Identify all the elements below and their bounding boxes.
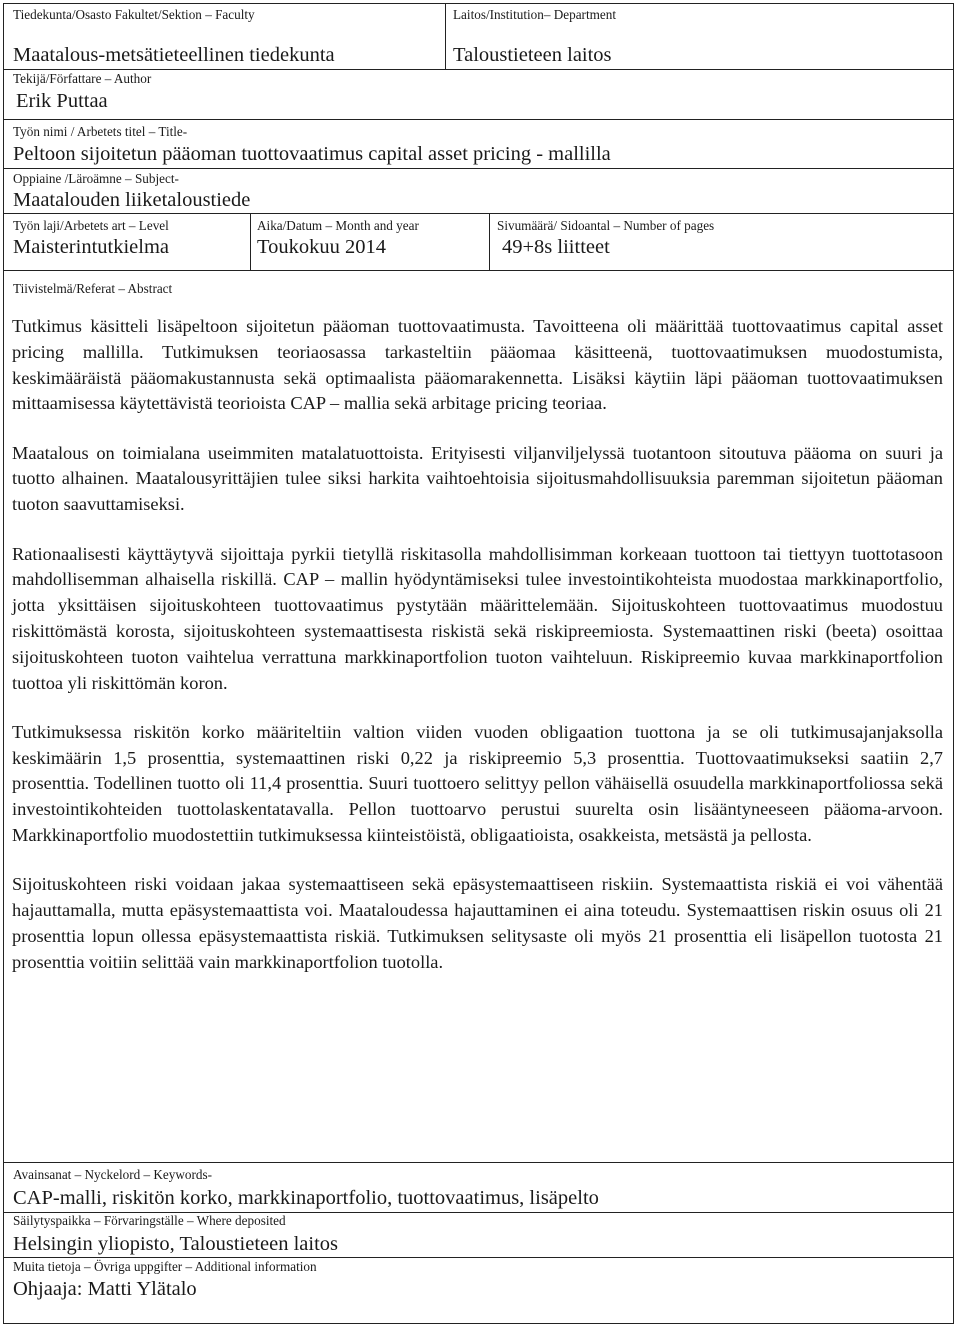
divider-under-subject [3,213,954,214]
author-label: Tekijä/Författare – Author [13,71,152,86]
pages-value: 49+8s liitteet [502,236,610,258]
level-value: Maisterintutkielma [13,236,169,258]
department-value: Taloustieteen laitos [453,44,612,66]
subject-label: Oppiaine /Läroämne – Subject- [13,171,179,186]
deposited-value: Helsingin yliopisto, Taloustieteen laitos [13,1233,339,1255]
author-value: Erik Puttaa [16,90,108,112]
additional-label: Muita tietoja – Övriga uppgifter – Additional information [13,1259,317,1274]
divider-level-date [250,213,251,270]
keywords-value: CAP-malli, riskitön korko, markkinaportfolio, tuottovaatimus, lisäpelto [13,1187,599,1209]
abstract-paragraph: Sijoituskohteen riski voidaan jakaa systemaattiseen sekä epäsystemaattiseen riskiin. Systemaattista riskiä ei voi vähentää hajauttamalla, mutta epäsystemaattista voi. Maataloudessa hajauttaminen ei aina toteudu. Systemaattisen riskin osuus oli 21 prosenttia lopun ollessa epäsystemaattista riskiä. Tutkimuksen selitysaste oli myös 21 prosenttia eli lisäpellon tuotosta 21 prosenttia voitiin selittää vain markkinaportfolion tuotolla. [12,874,943,972]
abstract-label: Tiivistelmä/Referat – Abstract [13,281,173,296]
additional-value: Ohjaaja: Matti Ylätalo [13,1278,197,1300]
title-label: Työn nimi / Arbetets titel – Title- [13,124,188,139]
divider-under-deposited [3,1257,954,1258]
date-value: Toukokuu 2014 [257,236,386,258]
divider-under-title [3,168,954,169]
divider-date-pages [489,213,490,270]
thesis-title: Peltoon sijoitetun pääoman tuottovaatimus capital asset pricing - mallilla [13,143,611,165]
divider-under-author [3,119,954,120]
abstract-paragraph: Maatalous on toimialana useimmiten matalatuottoista. Erityisesti viljanviljelyssä tuotantoon sitoutuva pääoma on suuri ja tuotto alhainen. Maatalousyrittäjien tulee siksi harkita vaihtoehtoisia sijoitusmahdollisuuksia paremman sijoitetun pääoman tuoton saavuttamiseksi. [12,442,943,515]
level-label: Työn laji/Arbetets art – Level [13,218,169,233]
deposited-label: Säilytyspaikka – Förvaringställe – Where deposited [13,1213,286,1228]
abstract-body [12,314,943,976]
faculty-label: Tiedekunta/Osasto Fakultet/Sektion – Faculty [13,7,255,22]
divider-under-abstract [3,1162,954,1163]
divider-under-faculty [3,69,954,70]
divider-under-level [3,270,954,271]
abstract-paragraph: Tutkimuksessa riskitön korko määriteltiin valtion viiden vuoden obligaation tuottona ja se oli tutkimusajanjaksolla keskimäärin 1,5 prosenttia, systemaattinen riski 0,22 ja riskipreemio 5,3 prosenttia. Tuottovaatimukseksi saatiin 2,7 prosenttia. Todellinen tuotto oli 11,4 prosenttia. Suuri tuottoero selittyy pellon vähäisellä osuudella markkinaportfoliossa sekä investointikohteiden tuottolaskentatavalla. Pellon tuottoarvo perustui suurelta osin lisääntyneeseen pääoma-arvoon. Markkinaportfolio muodostettiin tutkimuksessa kiinteistöistä, obligaatioista, osakkeista, metsästä ja pellosta. [12,721,943,846]
faculty-value: Maatalous-metsätieteellinen tiedekunta [13,44,335,66]
date-label: Aika/Datum – Month and year [257,218,419,233]
divider-faculty-department [445,3,446,69]
keywords-label: Avainsanat – Nyckelord – Keywords- [13,1167,212,1182]
subject-value: Maatalouden liiketaloustiede [13,189,251,211]
pages-label: Sivumäärä/ Sidoantal – Number of pages [497,218,715,233]
department-label: Laitos/Institution– Department [453,7,616,22]
abstract-paragraph: Rationaalisesti käyttäytyvä sijoittaja pyrkii tietyllä riskitasolla mahdollisimman korkeaan tuottoon tai tiettyyn tuottotasoon mahdollisemman alhaisella riskillä. CAP – mallin hyödyntämiseksi tulee investointikohteista muodostaa markkinaportfolio, jotta yksittäisen sijoituskohteen tuottovaatimus pystytään määrittelemään. Sijoituskohteen tuottovaatimus muodostuu riskittömästä korosta, sijoituskohteen systemaattisesta riskistä sekä riskipreemiosta. Systemaattinen riski (beeta) osoittaa sijoituskohteen tuoton vaihtelua verrattuna markkinaportfolion tuoton vaihteluun. Riskipreemio kuvaa markkinaportfolion tuottoa yli riskittömän koron. [12,543,943,693]
abstract-paragraph: Tutkimus käsitteli lisäpeltoon sijoitetun pääoman tuottovaatimusta. Tavoitteena oli määrittää tuottovaatimus capital asset pricing mallilla. Tutkimuksen teoriaosassa tarkasteltiin pääomaa käsitteenä, tuottovaatimuksen muodostumista, keskimääräistä pääomakustannusta sekä optimaalista pääomarakennetta. Lisäksi käytiin läpi pääoman tuottovaatimuksen mittaamisessa käytettävistä teorioista CAP – mallia sekä arbitage pricing teoriaa. [12,316,943,414]
